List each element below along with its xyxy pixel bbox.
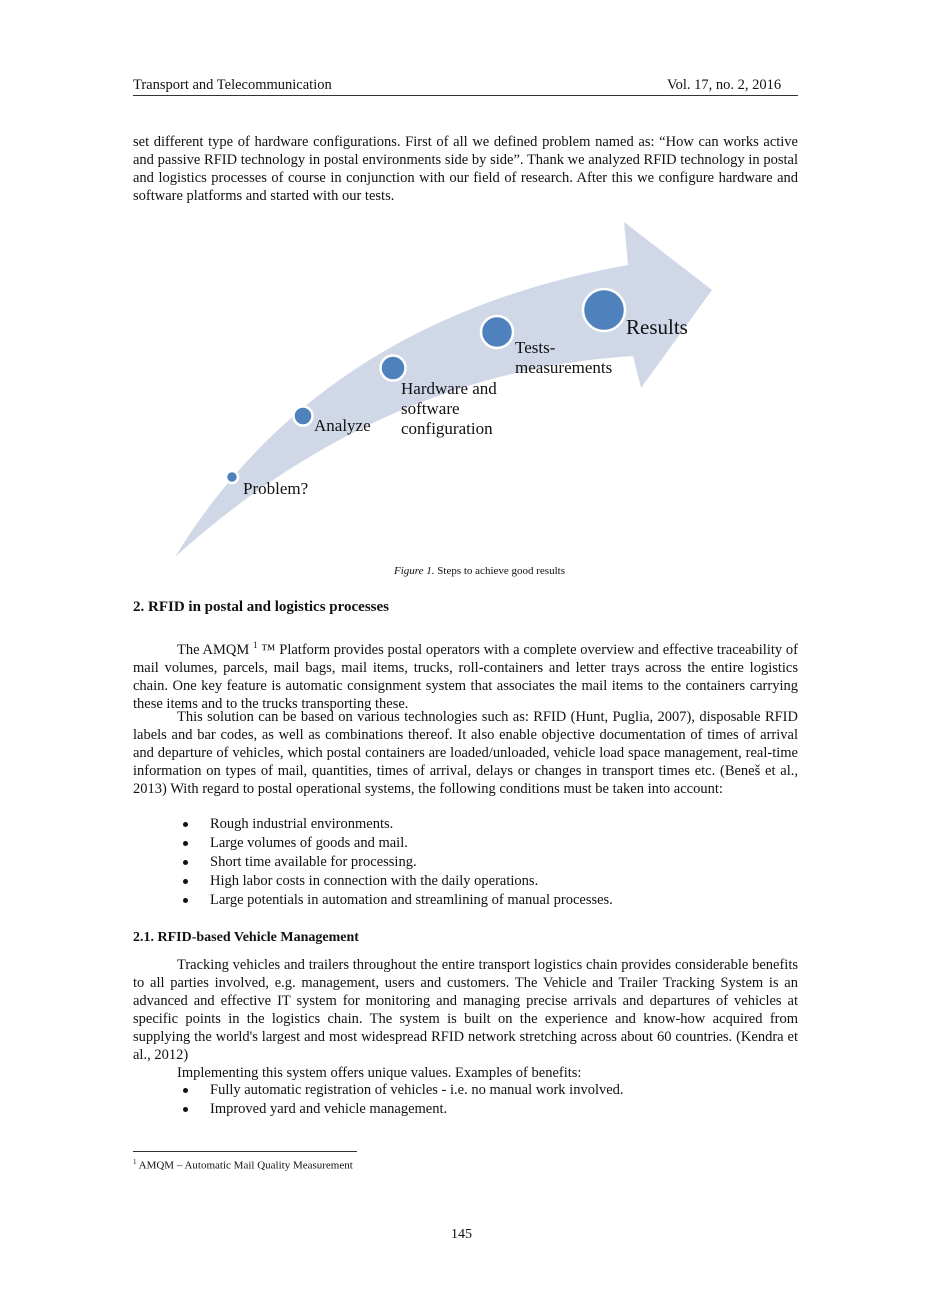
section-2-heading: 2. RFID in postal and logistics processes xyxy=(133,599,389,615)
section-2-paragraph-2: This solution can be based on various technologies such as: RFID (Hunt, Puglia, 2007), disposable RFID labels and bar codes, as well as combinations thereof. It also enable objective documentation of times of arrival and departure of vehicles, which postal containers are loaded/unloaded, vehicle load space management, real-time information on types of mail, quantities, times of arrival, delays or changes in transport times etc. (Beneš et al., 2013) With regard to postal operational systems, the following conditions must be taken into account: xyxy=(133,709,798,797)
list-item: Improved yard and vehicle management. xyxy=(133,1100,798,1119)
list-item: Rough industrial environments. xyxy=(133,815,798,834)
footnote-mark: 1 xyxy=(133,1158,137,1166)
list-item: Large potentials in automation and streamlining of manual processes. xyxy=(133,891,798,910)
list-item: High labor costs in connection with the daily operations. xyxy=(133,872,798,891)
text: ™ Platform provides postal operators with a complete overview and effective traceability of mail volumes, parcels, mail bags, mail items, trucks, roll-containers and letter trays across the entire logistics chain. One key feature is automatic consignment system that associates the mail items to the containers carrying these items and to the trucks transporting these. xyxy=(133,641,798,712)
journal-title: Transport and Telecommunication xyxy=(133,77,332,93)
label-line: Tests- xyxy=(515,338,556,357)
footnote-rule xyxy=(133,1151,357,1152)
list-item: Large volumes of goods and mail. xyxy=(133,834,798,853)
benefits-list xyxy=(133,1081,798,1119)
label-line: software xyxy=(401,399,460,418)
label-line: Hardware and xyxy=(401,379,497,398)
footnote xyxy=(133,1158,353,1172)
figure-caption xyxy=(394,565,565,577)
caption-text: Steps to achieve good results xyxy=(434,565,565,577)
list-item: Fully automatic registration of vehicles - i.e. no manual work involved. xyxy=(133,1081,798,1100)
steps-figure xyxy=(0,0,926,600)
label-line: measurements xyxy=(515,358,613,377)
step-dot-analyze xyxy=(294,407,313,426)
conditions-list xyxy=(133,815,798,910)
footnote-ref[interactable]: 1 xyxy=(253,640,258,650)
step-label-analyze: Analyze xyxy=(314,416,371,435)
step-dot-hardware xyxy=(381,356,406,381)
page-number: 145 xyxy=(451,1227,472,1242)
step-dot-results xyxy=(583,289,625,331)
step-label-hardware xyxy=(401,379,497,439)
section-2-1-heading: 2.1. RFID-based Vehicle Management xyxy=(133,930,359,945)
step-dot-problem xyxy=(226,471,238,483)
step-label-results: Results xyxy=(626,315,688,339)
section-2-paragraph-1 xyxy=(133,636,798,713)
text: The AMQM xyxy=(177,641,254,658)
section-2-1-paragraph-2: Implementing this system offers unique values. Examples of benefits: xyxy=(177,1065,582,1081)
volume-info: Vol. 17, no. 2, 2016 xyxy=(667,77,782,93)
label-line: configuration xyxy=(401,419,493,438)
section-2-1-paragraph-1: Tracking vehicles and trailers throughout the entire transport logistics chain provides considerable benefits to all parties involved, e.g. management, users and customers. The Vehicle and Trailer Tracking System is an advanced and effective IT system for monitoring and managing precise arrivals and departures of vehicles at specific points in the logistics chain. The system is built on the experience and know-how acquired from supplying the world's largest and most widespread RFID network stretching across about 60 countries. (Kendra et al., 2012) xyxy=(133,957,798,1063)
list-item: Short time available for processing. xyxy=(133,853,798,872)
intro-paragraph: set different type of hardware configurations. First of all we defined problem named as: “How can works active and passive RFID technology in postal environments side by side”. Thank we analyzed RFID technology in postal and logistics processes of course in conjunction with our field of research. After this we configure hardware and software platforms and started with our tests. xyxy=(133,134,798,204)
step-label-tests xyxy=(515,338,612,378)
footnote-text: AMQM – Automatic Mail Quality Measurement xyxy=(136,1159,353,1172)
caption-label: Figure 1. xyxy=(394,565,435,577)
step-label-problem: Problem? xyxy=(243,479,309,498)
step-dot-tests xyxy=(481,316,513,348)
